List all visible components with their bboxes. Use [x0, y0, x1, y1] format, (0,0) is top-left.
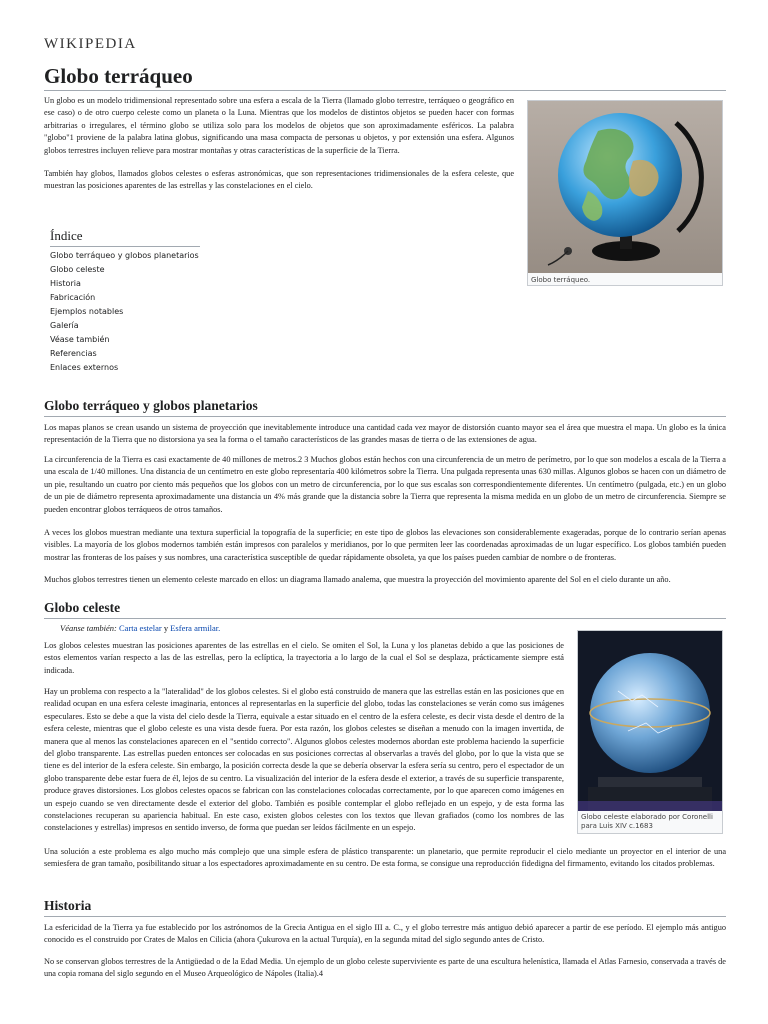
planetarios-paragraph-3: A veces los globos muestran mediante una textura superficial la topografía de la superficie; en este tipo de globos las elevaciones son considerablemente exageradas, porque de lo contrario serían apenas visibles. La mayoría de los globos modernos también están impresos con paralelos y meridianos, por lo que permiten leer las coordenadas aproximadas de un lugar específico. Los globos también pueden mostrar las fronteras de los países y sus nombres, una característica susceptible de quedar rápidamente obsoleta, ya que los países pueden cambiar de nombre o de fronteras.	[44, 528, 726, 562]
wikipedia-wordmark[interactable]: WIKIPEDIA	[44, 36, 137, 52]
globe-figure	[527, 100, 723, 286]
toc-title: Índice	[50, 228, 83, 243]
historia-paragraph-1: La esfericidad de la Tierra ya fue establecido por los astrónomos de la Grecia Antigua en el siglo III a. C., y el globo terrestre más antiguo debió aparecer a partir de ese período. El ejemplo más antiguo conocido es el construido por Crates de Malos en Cilicia (ahora Çukurova en la actual Turquía), en la segunda mitad del siglo segundo antes de Cristo.	[44, 923, 726, 945]
planetarios-paragraph-2: La circunferencia de la Tierra es casi exactamente de 40 millones de metros.2 3 Muchos globos están hechos con una circunferencia de un metro de perímetro, por lo que son modelos a escala de la Tierra a una escala de 1/40 millones. Una distancia de un centímetro en este globo representaría 400 kilómetros sobre la Tierra. Una pulgada representa unas 630 millas. Algunos globos se hacen con un diámetro de un pie, resultando un cuatro por ciento más pequeños que los globos con un metro de circunferencia, por lo que sus escalas son correspondientemente diferentes. Un centímetro (pulgada, etc.) en un globo de un pie de diámetro representa aproximadamente una distancia un 4% más grande que la distancia sobre la Tierra que representa la misma medida en un globo de un metro de circunferencia. Siempre se pueden encontrar globos terráqueos de otros tamaños.	[44, 455, 726, 514]
hatnote	[60, 623, 220, 633]
intro-paragraph-1: Un globo es un modelo tridimensional representado sobre una esfera a escala de la Tierra (llamado globo terrestre, terráqueo o geográfico en ese caso) o de otro cuerpo celeste como un planeta o la Luna. Mientras que los modelos de distintos objetos se pueden hacer con formas arbitrarias o irregulares, el término globo se utiliza solo para los modelos de objetos que son aproximadamente esféricos. La palabra "globo"1 proviene de la palabra latina globus, significando una masa compacta de personas u objetos, y por extensión una esfera. Algunos globos terrestres incluyen relieve para mostrar montañas y otras características de la superficie de la Tierra.	[44, 96, 514, 155]
terrestrial-globe-image[interactable]	[528, 101, 722, 273]
toc-item-ejemplos[interactable]: Ejemplos notables	[50, 307, 124, 316]
section-divider	[44, 618, 726, 619]
planetarios-paragraph-1: Los mapas planos se crean usando un sistema de proyección que inevitablemente introduce una cantidad cada vez mayor de distorsión cuanto mayor sea el área que muestra el mapa. Un globo es la única representación de la Tierra que no distorsiona ya sea la forma o el tamaño característicos de las grandes masas de tierra o de las extensiones de agua.	[44, 423, 726, 445]
page-title: Globo terráqueo	[44, 64, 193, 88]
hatnote-link-esfera-armilar[interactable]: Esfera armilar.	[170, 623, 221, 633]
celeste-paragraph-2: Hay un problema con respecto a la "lateralidad" de los globos celestes. Si el globo está construido de manera que las estrellas están en las posiciones que en realidad ocupan en una esfera celeste imaginaria, entonces al representarlas en la superficie del globo, todas las constelaciones se verán como sus imágenes especulares. Esto se debe a que la vista del cielo desde la Tierra, equivale a estar situado en el centro de la esfera celeste, es decir vista desde el dentro de la esfera celeste, mientras que el globo celeste es una vista desde fuera. Por esta razón, los globos celestes se diseñan a menudo con la imagen invertida, de manera que al menos las constelaciones aparecen en el "sentido correcto". Algunos globos celestes modernos abordan este problema haciendo la superficie del globo transparente. Las estrellas pueden entonces ser colocadas en sus posiciones correctas al observarlas a través del globo, por lo que la vista que se tiene es del interior de la esfera celeste. Sin embargo, la posición correcta desde la que se debería observar la esfera sería su centro, pero el espectador de un globo transparente debe estar fuera de él, lejos de su centro. La visualización del interior de la esfera desde el exterior, a través de su superficie transparente, produce graves distorsiones. Los globos celestes opacos se fabrican con las constelaciones colocadas correctamente, por lo que aparecen como imágenes en un espejo cuando se ven directamente desde el exterior del globo. También es posible contemplar el globo reflejado en un espejo, y de esta forma las constelaciones recuperan su apariencia habitual. En este caso, existen globos celestes con los textos que llevan grafiados (como los nombres de las constelaciones y estrellas) impresos en sentido inverso, de forma que puedan ser leídos fácilmente en un espejo.	[44, 687, 564, 833]
toc-item-historia[interactable]: Historia	[50, 279, 81, 288]
planetarios-paragraph-4: Muchos globos terrestres tienen un elemento celeste marcado en ellos: un diagrama llamado analema, que muestra la proyección del movimiento aparente del Sol en el cielo durante un año.	[44, 575, 671, 584]
celeste-paragraph-1: Los globos celestes muestran las posiciones aparentes de las estrellas en el cielo. Se omiten el Sol, la Luna y los planetas debido a que las posiciones de estos elementos varían respecto a las de las estrellas, pero la eclíptica, la trayectoria a lo largo de la cual el Sol se desplaza, prácticamente siempre está indicada.	[44, 641, 564, 675]
title-divider	[44, 90, 726, 91]
section-divider	[44, 416, 726, 417]
toc-item-planetarios[interactable]: Globo terráqueo y globos planetarios	[50, 251, 199, 260]
hatnote-conjunction: y	[163, 623, 169, 633]
toc-divider	[50, 246, 200, 247]
celeste-paragraph-3: Una solución a este problema es algo mucho más complejo que una simple esfera de plástico transparente: un planetario, que permite reproducir el cielo mediante un proyector en el interior de una semiesfera de gran tamaño, posibilitando situar a los espectadores aproximadamente en su centro. De esta forma, se consigue una reproducción fidedigna del firmamento, evitando los citados problemas.	[44, 847, 726, 869]
toc-item-referencias[interactable]: Referencias	[50, 349, 97, 358]
toc-item-vease[interactable]: Véase también	[50, 335, 110, 344]
celestial-globe-caption: Globo celeste elaborado por Coronelli para Luis XIV c.1683	[581, 813, 713, 830]
historia-paragraph-2: No se conservan globos terrestres de la Antigüedad o de la Edad Media. Un ejemplo de un globo celeste superviviente es parte de una escultura helenística, llamada el Atlas Farnesio, conservada a través de una copia romana del siglo segundo en el Museo Arqueológico de Nápoles (Italia).4	[44, 957, 726, 979]
section-divider	[44, 916, 726, 917]
celestial-globe-figure	[577, 630, 723, 834]
intro-paragraph-2: También hay globos, llamados globos celestes o esferas astronómicas, que son representaciones tridimensionales de la esfera celeste, que muestran las posiciones aparentes de las estrellas y las constelaciones en el cielo.	[44, 169, 514, 191]
toc-item-celeste[interactable]: Globo celeste	[50, 265, 105, 274]
section-heading-planetarios: Globo terráqueo y globos planetarios	[44, 398, 258, 413]
toc-item-fabricacion[interactable]: Fabricación	[50, 293, 96, 302]
section-heading-historia: Historia	[44, 898, 92, 913]
toc-item-enlaces[interactable]: Enlaces externos	[50, 363, 119, 372]
globe-caption: Globo terráqueo.	[531, 276, 591, 284]
celestial-globe-image[interactable]	[578, 631, 722, 811]
toc-item-galeria[interactable]: Galería	[50, 321, 79, 330]
section-heading-celeste: Globo celeste	[44, 600, 121, 615]
hatnote-link-carta-estelar[interactable]: Carta estelar	[119, 623, 162, 633]
hatnote-prefix: Véanse también:	[60, 623, 117, 633]
